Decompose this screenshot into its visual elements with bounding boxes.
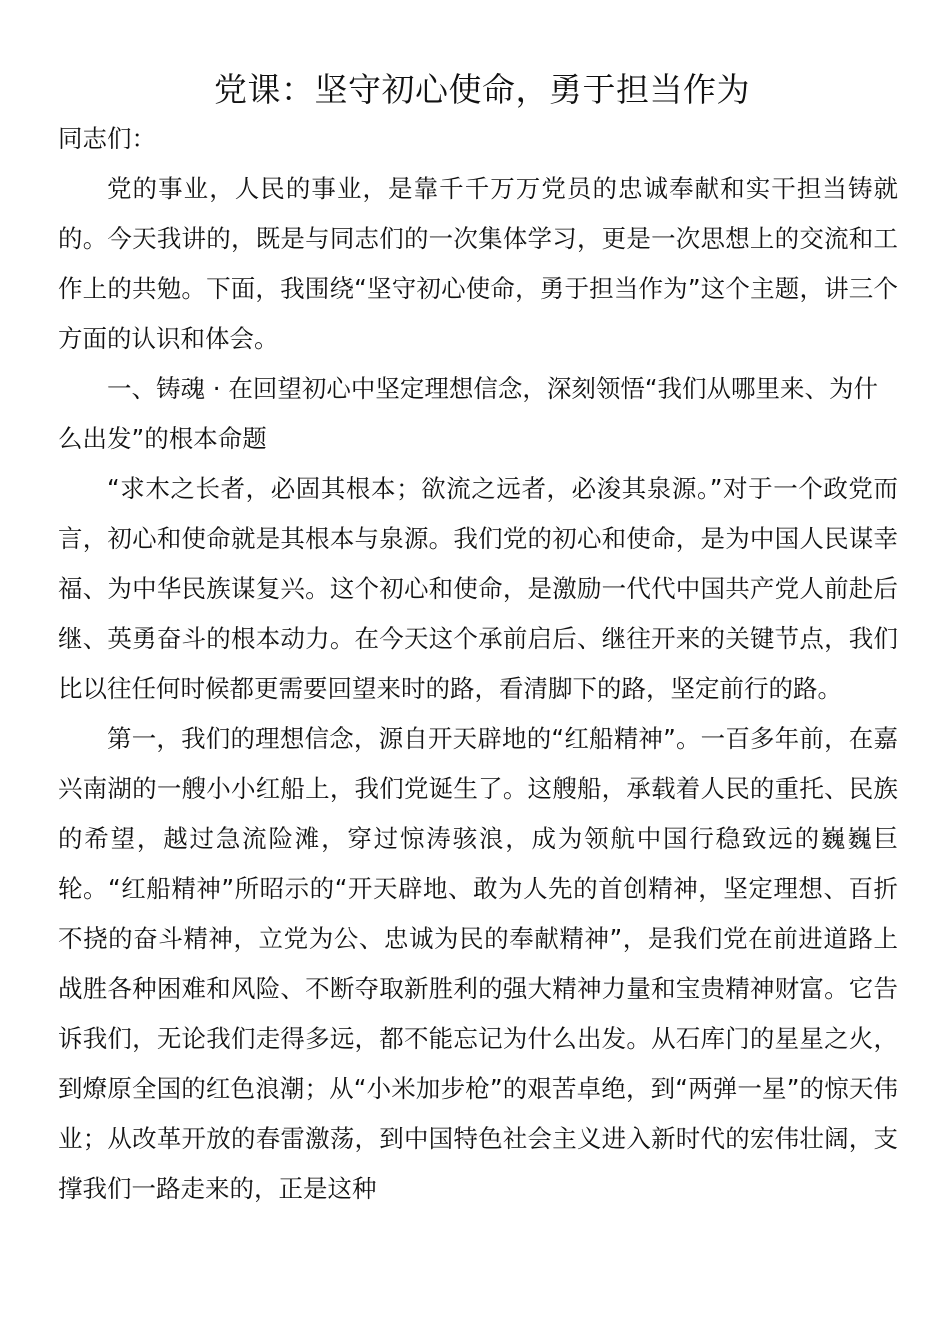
document-page [58, 62, 898, 1214]
salutation: 同志们： [58, 124, 156, 153]
section-1-paragraph-2: 第一，我们的理想信念，源自开天辟地的“红船精神”。一百多年前，在嘉兴南湖的一艘小小红船上，我们党诞生了。这艘船，承载着人民的重托、民族的希望，越过急流险滩，穿过惊涛骇浪，成为领航中国行稳致远的巍巍巨轮。“红船精神”所昭示的“开天辟地、敢为人先的首创精神，坚定理想、百折不挠的奋斗精神，立党为公、忠诚为民的奉献精神”，是我们党在前进道路上战胜各种困难和风险、不断夺取新胜利的强大精神力量和宝贵精神财富。它告诉我们，无论我们走得多远，都不能忘记为什么出发。从石库门的星星之火，到燎原全国的红色浪潮；从“小米加步枪”的艰苦卓绝，到“两弹一星”的惊天伟业；从改革开放的春雷激荡，到中国特色社会主义进入新时代的宏伟壮阔，支撑我们一路走来的，正是这种 [58, 724, 898, 1203]
document-title: 党课：坚守初心使命，勇于担当作为 [214, 70, 750, 109]
section-1-paragraph-1: “求木之长者，必固其根本；欲流之远者，必浚其泉源。”对于一个政党而言，初心和使命就是其根本与泉源。我们党的初心和使命，是为中国人民谋幸福、为中华民族谋复兴。这个初心和使命，是激励一代代中国共产党人前赴后继、英勇奋斗的根本动力。在今天这个承前启后、继往开来的关键节点，我们比以往任何时候都更需要回望来时的路，看清脚下的路，坚定前行的路。 [58, 474, 898, 703]
intro-paragraph: 党的事业，人民的事业，是靠千千万万党员的忠诚奉献和实干担当铸就的。今天我讲的，既是与同志们的一次集体学习，更是一次思想上的交流和工作上的共勉。下面，我围绕“坚守初心使命，勇于担当作为”这个主题，讲三个方面的认识和体会。 [58, 174, 898, 353]
section-1-heading: 一、铸魂 · 在回望初心中坚定理想信念，深刻领悟“我们从哪里来、为什么出发”的根本命题 [58, 374, 879, 453]
